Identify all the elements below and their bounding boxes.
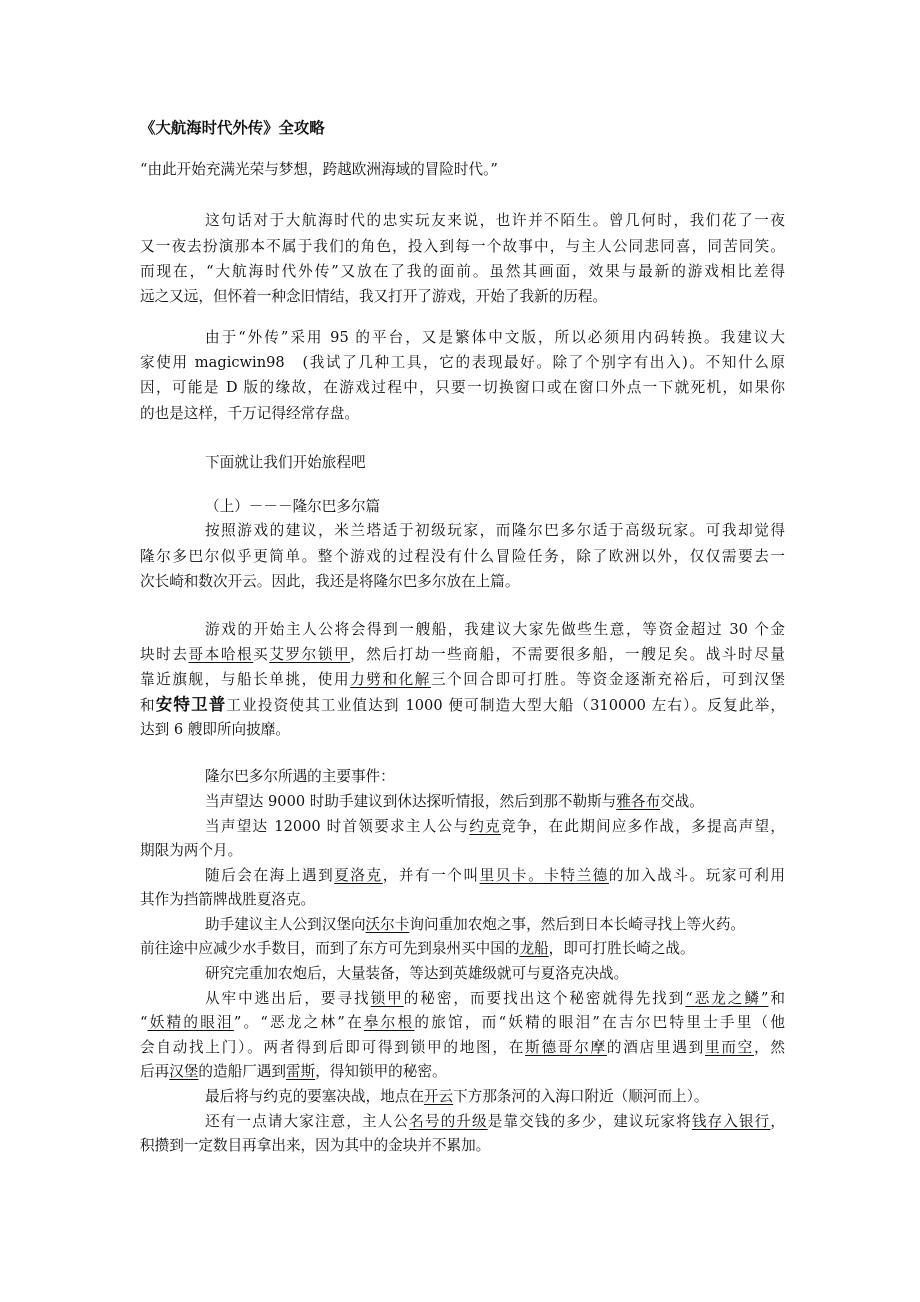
event-line: 期限为两个月。 xyxy=(140,842,243,859)
text-run: 竞争，在此期间应多作战，多提高声望， xyxy=(500,818,785,835)
start-journey: 下面就让我们开始旅程吧 xyxy=(205,454,366,471)
text-run: 的酒店里遇到 xyxy=(606,1039,705,1056)
antwerp-text: 安特卫普 xyxy=(155,695,227,714)
text-run: ，即可打胜长崎之战。 xyxy=(548,940,695,957)
text-run: 后再 xyxy=(140,1063,170,1080)
link-reyes[interactable]: 雷斯 xyxy=(285,1063,316,1080)
link-dragon-scale[interactable]: “恶龙之鳞” xyxy=(685,990,769,1007)
event-line xyxy=(140,1013,785,1033)
text-run: 的造船厂遇到 xyxy=(198,1063,286,1080)
text-run: ， xyxy=(770,1113,785,1130)
section-heading: （上）－－－隆尔巴多尔篇 xyxy=(205,498,381,515)
setup-line: 因，可能是 D 版的缘故，在游戏过程中，只要一切换窗口或在窗口外点一下就死机，如果你 xyxy=(140,379,785,396)
link-fairy-tears[interactable]: 妖精的眼泪 xyxy=(147,1014,234,1031)
text-run: 的旅馆，而“妖精的眼泪”在吉尔巴特里士手里（他 xyxy=(414,1014,785,1031)
setup-line: 由于“外传”采用 95 的平台，又是繁体中文版，所以必须用内码转换。我建议大 xyxy=(205,329,785,346)
link-rebecca[interactable]: 里贝卡。卡特兰德 xyxy=(479,867,609,884)
event-line: 其作为挡箭牌战胜夏洛克。 xyxy=(140,891,316,908)
link-stockholm[interactable]: 斯德哥尔摩 xyxy=(525,1039,607,1056)
text-run: 还有一点请大家注意，主人公 xyxy=(205,1113,410,1130)
text-run: ，然 xyxy=(754,1039,785,1056)
intro-line: 而现在，“大航海时代外传”又放在了我的面前。虽然其画面，效果与最新的游戏相比差得 xyxy=(140,263,785,280)
page-title: 《大航海时代外传》全攻略 xyxy=(140,119,325,137)
sec1-line: 按照游戏的建议，米兰塔适于初级玩家，而隆尔巴多尔适于高级玩家。可我却觉得 xyxy=(205,522,785,539)
text-run: 是靠交钱的多少，建议玩家将 xyxy=(487,1113,692,1130)
text-run: 当声望达 12000 时首领要求主人公与 xyxy=(205,818,470,835)
event-line xyxy=(140,939,785,959)
link-bank-deposit[interactable]: 钱存入银行 xyxy=(691,1113,771,1130)
text-run: 从牢中逃出后，要寻找 xyxy=(205,990,371,1007)
link-volker[interactable]: 沃尔卡 xyxy=(365,916,410,933)
sec2-line: 游戏的开始主人公将会得到一艘船，我建议大家先做些生意，等资金超过 30 个金 xyxy=(205,621,785,638)
text-run: 随后会在海上遇到 xyxy=(205,867,335,884)
text-run: 会自动找上门）。两者得到后即可得到锁甲的地图，在 xyxy=(140,1039,526,1056)
event-line xyxy=(205,1112,785,1132)
link-place[interactable]: 皋尔根 xyxy=(363,1014,415,1031)
events-heading: 隆尔巴多尔所遇的主要事件： xyxy=(205,768,395,785)
sec1-line: 次长崎和数次开云。因此，我还是将隆尔巴多尔放在上篇。 xyxy=(140,573,520,590)
setup-line: 的也是这样，千万记得经常存盘。 xyxy=(140,405,359,422)
sec2-line: 达到 6 艘即所向披靡。 xyxy=(140,721,290,738)
text-run: ，得知锁甲的秘密。 xyxy=(315,1063,447,1080)
text-run: 助手建议主人公到汉堡向 xyxy=(205,916,366,933)
link-errol-armor[interactable]: 艾罗尔锁甲 xyxy=(269,646,351,663)
link-armor[interactable]: 锁甲 xyxy=(370,990,404,1007)
text-run: 下方那条河的入海口附近（顺河而上）。 xyxy=(453,1088,709,1105)
event-line xyxy=(205,792,785,812)
link-copenhagen[interactable]: 哥本哈根 xyxy=(188,646,254,663)
sec2-line xyxy=(140,670,785,690)
event-line xyxy=(205,866,785,886)
event-line xyxy=(205,817,785,837)
text-run: 最后将与约克的要塞决战，地点在 xyxy=(205,1088,424,1105)
sec2-line xyxy=(140,695,785,716)
sec1-line: 隆尔多巴尔似乎更简单。整个游戏的过程没有什么冒险任务，除了欧洲以外，仅仅需要去一 xyxy=(140,548,785,565)
link-rank-upgrade[interactable]: 名号的升级 xyxy=(409,1113,488,1130)
link-york[interactable]: 约克 xyxy=(469,818,501,835)
link-character[interactable]: 里而空 xyxy=(704,1039,755,1056)
link-dragon-ship[interactable]: 龙船 xyxy=(519,940,549,957)
text-run: ，然后打劫一些商船，不需要很多船，一艘足矣。战斗时尽量 xyxy=(350,646,785,663)
text-run: 的秘密，而要找出这个秘密就得先找到 xyxy=(403,990,686,1007)
event-line xyxy=(205,1087,785,1107)
text-run: 前往途中应减少水手数目，而到了东方可先到泉州买中国的 xyxy=(140,940,520,957)
intro-line: 又一夜去扮演那本不属于我们的角色，投入到每一个故事中，与主人公同悲同喜，同苦同笑。 xyxy=(140,238,785,255)
text-run: 和 xyxy=(140,697,156,714)
text-run: 块时去 xyxy=(140,646,189,663)
sec2-line xyxy=(140,645,785,665)
event-line xyxy=(140,1038,785,1058)
text-run: 工业投资使其工业值达到 1000 便可制造大型大船（310000 左右）。反复此举， xyxy=(226,697,785,714)
link-kaiyun[interactable]: 开云 xyxy=(423,1088,454,1105)
intro-line: 这句话对于大航海时代的忠实玩友来说，也许并不陌生。曾几何时，我们花了一夜 xyxy=(205,212,785,229)
text-run: 和 xyxy=(768,990,785,1007)
opening-quote: “由此开始充满光荣与梦想，跨越欧洲海域的冒险时代。” xyxy=(140,161,498,178)
text-run: “ xyxy=(140,1014,148,1031)
event-line xyxy=(140,1062,785,1082)
text-run: 买 xyxy=(253,646,270,663)
link-hamburg[interactable]: 汉堡 xyxy=(169,1063,199,1080)
setup-line: 家使用 magicwin98 (我试了几种工具，它的表现最好。除了个别字有出入)。不知什么原 xyxy=(140,354,785,371)
intro-line: 远之又远，但怀着一种念旧情结，我又打开了游戏，开始了我新的历程。 xyxy=(140,288,608,305)
text-run: 三个回合即可打胜。等资金逐渐充裕后，可到汉堡 xyxy=(430,671,785,688)
event-line: 积攒到一定数目再拿出来，因为其中的金块并不累加。 xyxy=(140,1137,491,1154)
link-shylock[interactable]: 夏洛克 xyxy=(334,867,383,884)
event-line xyxy=(205,915,785,935)
text-run: 靠近旗舰，与船长单挑，使用 xyxy=(140,671,351,688)
link-jacob[interactable]: 雅各布 xyxy=(616,793,661,810)
text-run: 交战。 xyxy=(660,793,704,810)
text-run: 询问重加农炮之事，然后到日本长崎寻找上等火药。 xyxy=(409,916,746,933)
link-skill[interactable]: 力劈和化解 xyxy=(350,671,431,688)
text-run: ，并有一个叫 xyxy=(382,867,480,884)
text-run: 的加入战斗。玩家可利用 xyxy=(608,867,785,884)
event-line xyxy=(205,989,785,1009)
event-line: 研究完重加农炮后，大量装备，等达到英雄级就可与夏洛克决战。 xyxy=(205,965,629,982)
text-run: ”。“恶龙之林”在 xyxy=(233,1014,364,1031)
text-run: 当声望达 9000 时助手建议到休达探听情报，然后到那不勒斯与 xyxy=(205,793,617,810)
